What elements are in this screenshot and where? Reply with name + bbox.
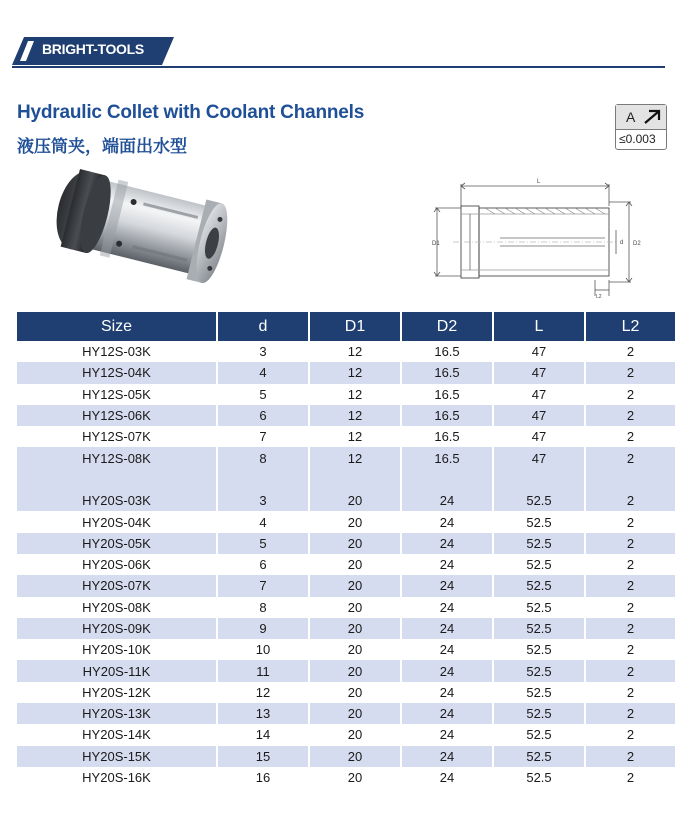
cell-l: 52.5 [493,533,585,554]
table-row [17,511,675,532]
cell-l: 52.5 [493,490,585,511]
technical-drawing [425,172,650,302]
cell-l: 52.5 [493,724,585,745]
cell-d1: 20 [309,767,401,788]
cell-l: 47 [493,362,585,383]
cell-d2: 24 [401,490,493,511]
cell-d1: 20 [309,511,401,532]
cell-l: 52.5 [493,767,585,788]
cell-l: 47 [493,384,585,405]
cell-size: HY20S-10K [82,642,151,658]
cell-l: 52.5 [493,554,585,575]
cell-d2: 16.5 [401,341,493,362]
collet-product-image [36,162,240,306]
cell-d: 13 [217,703,309,724]
table-spacer-row [17,469,675,490]
drawing-label-D2: D2 [633,241,641,247]
table-header-row [17,312,675,341]
cell-l: 52.5 [493,575,585,596]
column-header-l: L [493,312,585,341]
cell-size: HY20S-06K [82,557,151,573]
cell-l: 47 [493,341,585,362]
cell-d: 14 [217,724,309,745]
cell-l: 52.5 [493,639,585,660]
cell-d1 [309,469,401,490]
cell-d1: 12 [309,341,401,362]
cell-l2: 2 [585,682,675,703]
cell-size: HY12S-03K [82,344,151,360]
cell-d2: 24 [401,639,493,660]
drawing-label-L: L [537,179,541,185]
runout-arrow-icon [642,109,662,125]
cell-l2: 2 [585,490,675,511]
cell-d1: 20 [309,575,401,596]
table-row [17,362,675,383]
cell-l2: 2 [585,405,675,426]
cell-l2: 2 [585,618,675,639]
cell-d2: 24 [401,511,493,532]
table-row [17,447,675,468]
cell-d1: 20 [309,703,401,724]
cell-size: HY20S-07K [17,575,217,596]
cell-d2: 24 [401,703,493,724]
cell-d: 4 [217,511,309,532]
cell-l: 52.5 [493,746,585,767]
tolerance-datum-letter: A [626,109,636,125]
cell-d: 3 [217,341,309,362]
cell-d: 6 [217,554,309,575]
table-row [17,703,675,724]
cell-size [17,469,217,490]
cell-d: 9 [217,618,309,639]
cell-l: 52.5 [493,618,585,639]
table-row [17,384,675,405]
brand-header [0,0,690,80]
cell-d1: 20 [309,660,401,681]
cell-d1: 12 [309,384,401,405]
cell-size: HY20S-14K [82,727,151,743]
cell-l2: 2 [585,597,675,618]
drawing-label-D1: D1 [432,241,440,247]
cell-d2: 24 [401,660,493,681]
cell-l2: 2 [585,660,675,681]
cell-size: HY20S-08K [82,599,151,615]
cell-d2: 24 [401,533,493,554]
cell-size: HY20S-16K [82,770,151,786]
cell-d: 4 [217,362,309,383]
table-row [17,618,675,639]
cell-d2: 24 [401,554,493,575]
cell-size: HY20S-15K [17,746,217,767]
page-title: Hydraulic Collet with Coolant Channels [17,102,365,123]
cell-l: 52.5 [493,511,585,532]
cell-l: 52.5 [493,660,585,681]
cell-d1: 20 [309,533,401,554]
cell-d1: 12 [309,426,401,447]
cell-size: HY20S-05K [17,533,217,554]
cell-l: 47 [493,405,585,426]
cell-l2: 2 [585,447,675,468]
cell-d: 11 [217,660,309,681]
cell-d2: 16.5 [401,362,493,383]
cell-d: 15 [217,746,309,767]
cell-d1: 20 [309,639,401,660]
table-row [17,682,675,703]
cell-size: HY12S-05K [82,386,151,402]
header-divider [12,66,665,68]
cell-d2: 16.5 [401,426,493,447]
cell-l2 [585,469,675,490]
column-header-d2: D2 [401,312,493,341]
cell-size: HY12S-08K [17,447,217,468]
table-row [17,724,675,745]
cell-l2: 2 [585,533,675,554]
table-row [17,597,675,618]
cell-size: HY20S-13K [17,703,217,724]
table-row [17,746,675,767]
cell-d2: 16.5 [401,384,493,405]
table-row [17,554,675,575]
cell-d2: 24 [401,746,493,767]
drawing-label-L2: L2 [596,294,602,300]
column-header-size: Size [17,312,217,341]
cell-l2: 2 [585,746,675,767]
cell-size: HY20S-03K [17,490,217,511]
cell-d1: 20 [309,746,401,767]
table-body [17,341,675,788]
cell-d: 10 [217,639,309,660]
cell-d: 5 [217,384,309,405]
drawing-label-d: d [620,240,624,246]
cell-size: HY20S-12K [82,684,151,700]
cell-size: HY20S-04K [82,514,151,530]
cell-l2: 2 [585,724,675,745]
table-row [17,660,675,681]
cell-l2: 2 [585,554,675,575]
cell-l: 47 [493,447,585,468]
tolerance-value: ≤0.003 [619,132,656,146]
table-row [17,767,675,788]
runout-tolerance-box [615,104,667,150]
cell-l2: 2 [585,384,675,405]
cell-d1: 20 [309,597,401,618]
cell-d1: 12 [309,362,401,383]
cell-d: 5 [217,533,309,554]
cell-d: 8 [217,597,309,618]
table-row [17,341,675,362]
cell-d: 7 [217,575,309,596]
cell-d1: 20 [309,554,401,575]
cell-size: HY12S-07K [82,429,151,445]
cell-d1: 12 [309,405,401,426]
cell-d2: 24 [401,618,493,639]
table-row [17,575,675,596]
cell-d: 12 [217,682,309,703]
cell-d2: 24 [401,682,493,703]
cell-size: HY12S-06K [17,405,217,426]
specification-table [17,312,675,788]
cell-d1: 20 [309,618,401,639]
cell-d2: 24 [401,724,493,745]
cell-l2: 2 [585,341,675,362]
cell-d1: 20 [309,490,401,511]
cell-l: 52.5 [493,682,585,703]
cell-l: 47 [493,426,585,447]
table-row [17,426,675,447]
table-row [17,639,675,660]
cell-d2 [401,469,493,490]
cell-d2: 24 [401,767,493,788]
cell-l2: 2 [585,703,675,724]
cell-l2: 2 [585,639,675,660]
cell-d2: 24 [401,597,493,618]
cell-d: 3 [217,490,309,511]
cell-size: HY20S-09K [17,618,217,639]
cell-d: 6 [217,405,309,426]
cell-l: 52.5 [493,597,585,618]
cell-l2: 2 [585,575,675,596]
cell-d: 7 [217,426,309,447]
cell-l [493,469,585,490]
cell-d: 16 [217,767,309,788]
column-header-d1: D1 [309,312,401,341]
cell-d [217,469,309,490]
cell-d2: 16.5 [401,447,493,468]
cell-l: 52.5 [493,703,585,724]
cell-d1: 20 [309,682,401,703]
cell-d1: 12 [309,447,401,468]
page-title-chinese: 液压筒夹，端面出水型 [17,137,187,156]
cell-l2: 2 [585,362,675,383]
cell-d: 8 [217,447,309,468]
table-row [17,405,675,426]
cell-size: HY12S-04K [17,362,217,383]
cell-l2: 2 [585,511,675,532]
cell-d2: 16.5 [401,405,493,426]
column-header-l2: L2 [585,312,675,341]
cell-d1: 20 [309,724,401,745]
table-row [17,533,675,554]
cell-l2: 2 [585,767,675,788]
column-header-d: d [217,312,309,341]
brand-name: BRIGHT-TOOLS [42,41,144,57]
cell-l2: 2 [585,426,675,447]
cell-d2: 24 [401,575,493,596]
cell-size: HY20S-11K [17,660,217,681]
table-row [17,490,675,511]
